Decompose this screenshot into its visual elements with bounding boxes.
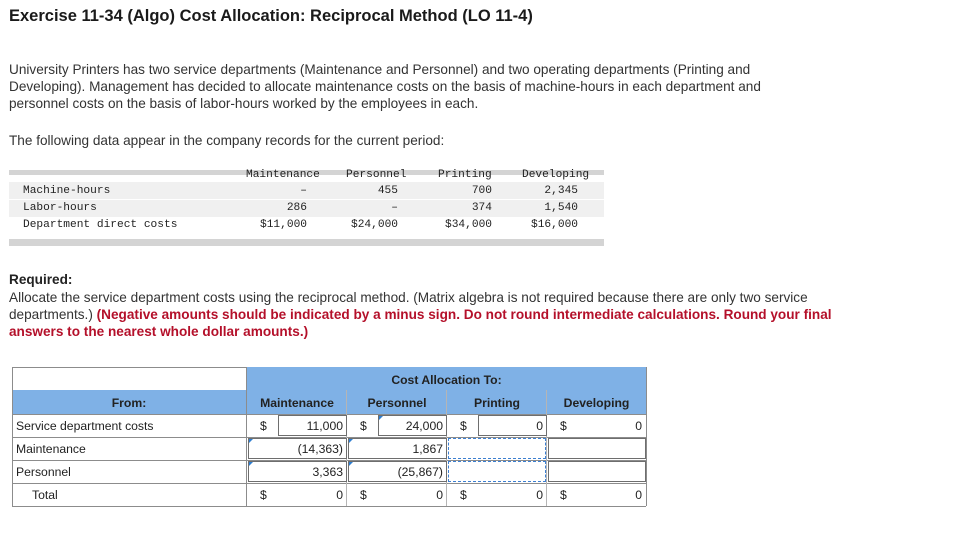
input-developing-from-personnel[interactable] xyxy=(548,461,646,482)
data-cell: $24,000 xyxy=(351,219,398,231)
input-printing-from-personnel[interactable] xyxy=(448,461,546,482)
col-printing: Printing xyxy=(473,396,521,410)
total-developing: 0 xyxy=(635,488,642,502)
dollar-sign: $ xyxy=(260,419,267,433)
data-col-printing: Printing xyxy=(438,169,492,181)
dollar-sign: $ xyxy=(360,419,367,433)
required-heading: Required: xyxy=(9,272,73,287)
from-label: From: xyxy=(111,396,147,410)
data-col-developing: Developing xyxy=(522,169,590,181)
data-intro: The following data appear in the company records for the current period: xyxy=(9,133,445,148)
required-line-2: departments.) (Negative amounts should be indicated by a minus sign. Do not round intermediate calculations. Round your final xyxy=(9,307,832,322)
data-cell: 1,540 xyxy=(544,202,578,214)
data-cell: $16,000 xyxy=(531,219,578,231)
row-label-maintenance: Maintenance xyxy=(16,442,86,456)
col-maintenance: Maintenance xyxy=(260,396,334,410)
data-row-label: Labor-hours xyxy=(23,202,97,214)
col-personnel: Personnel xyxy=(367,396,427,410)
value: 1,867 xyxy=(412,442,443,456)
cost-allocation-to-label: Cost Allocation To: xyxy=(391,373,502,387)
value: 0 xyxy=(635,419,642,433)
value: (25,867) xyxy=(397,465,443,479)
input-printing-from-maintenance[interactable] xyxy=(448,438,546,459)
data-col-personnel: Personnel xyxy=(346,169,407,181)
value: 3,363 xyxy=(312,465,343,479)
row-label-total: Total xyxy=(32,488,58,502)
intro-line-1: University Printers has two service departments (Maintenance and Personnel) and two operating departments (Printing and xyxy=(9,62,751,77)
data-row-label: Department direct costs xyxy=(23,219,178,231)
dollar-sign: $ xyxy=(260,488,267,502)
data-cell: 286 xyxy=(286,202,307,214)
total-maintenance: 0 xyxy=(336,488,343,502)
value: (14,363) xyxy=(297,442,343,456)
total-printing: 0 xyxy=(536,488,543,502)
input-developing-from-maintenance[interactable] xyxy=(548,438,646,459)
data-cell: $34,000 xyxy=(445,219,492,231)
total-personnel: 0 xyxy=(436,488,443,502)
data-cell: $11,000 xyxy=(260,219,307,231)
row-label-personnel: Personnel xyxy=(16,465,71,479)
value: 0 xyxy=(536,419,543,433)
dollar-sign: $ xyxy=(460,419,467,433)
dollar-sign: $ xyxy=(560,419,567,433)
required-line-3: answers to the nearest whole dollar amounts.) xyxy=(9,324,309,339)
data-table-bottom-rule xyxy=(9,239,604,246)
data-row-label: Machine-hours xyxy=(23,185,111,197)
data-cell: 374 xyxy=(471,202,492,214)
col-developing: Developing xyxy=(563,396,630,410)
required-instructions: (Negative amounts should be indicated by a minus sign. Do not round intermediate calculations. Round your final xyxy=(96,307,832,322)
data-cell: 455 xyxy=(377,185,398,197)
intro-line-3: personnel costs on the basis of labor-hours worked by the employees in each. xyxy=(9,96,479,111)
page-title: Exercise 11-34 (Algo) Cost Allocation: Reciprocal Method (LO 11-4) xyxy=(9,7,533,25)
data-col-maintenance: Maintenance xyxy=(246,169,320,181)
required-line-1: Allocate the service department costs using the reciprocal method. (Matrix algebra is not required because there are only two service xyxy=(9,290,808,305)
data-cell: 2,345 xyxy=(544,185,578,197)
data-cell: – xyxy=(391,202,398,214)
intro-line-2: Developing). Management has decided to allocate maintenance costs on the basis of machine-hours in each department and xyxy=(9,79,761,94)
row-label-service-department-costs: Service department costs xyxy=(16,419,154,433)
data-cell: 700 xyxy=(471,185,492,197)
dollar-sign: $ xyxy=(360,488,367,502)
data-cell: – xyxy=(300,185,307,197)
value: 24,000 xyxy=(405,419,443,433)
dollar-sign: $ xyxy=(560,488,567,502)
required-text xyxy=(9,289,949,340)
dollar-sign: $ xyxy=(460,488,467,502)
value: 11,000 xyxy=(306,419,343,433)
